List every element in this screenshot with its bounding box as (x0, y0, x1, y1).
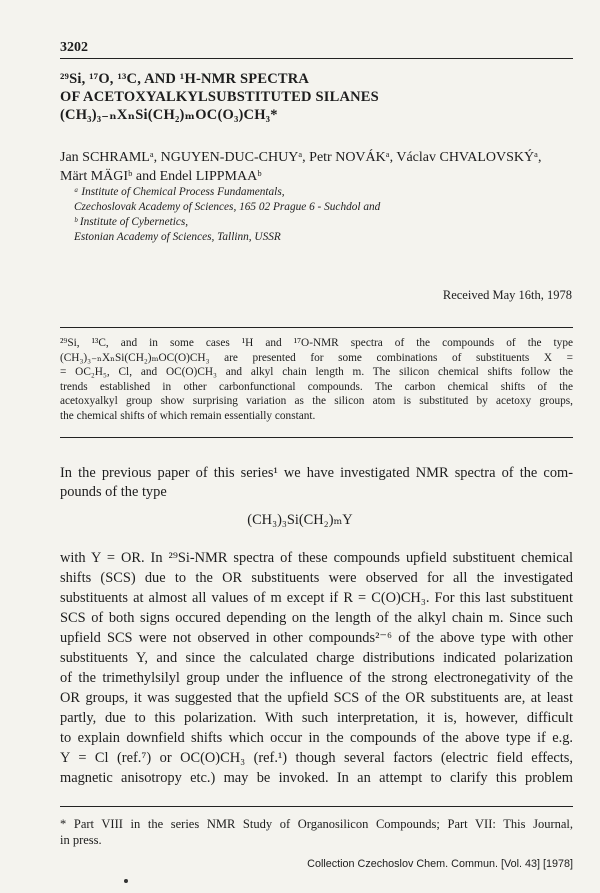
received-date: Received May 16th, 1978 (442, 288, 572, 302)
abstract (60, 336, 573, 424)
title-line: (CH₃)₃₋ₙXₙSi(CH₂)ₘOC(O₃)CH₃* (60, 107, 278, 123)
body-line: upfield SCS were not observed in other compounds²⁻⁶ of the above type with other (60, 630, 573, 646)
body-line: magnetic anisotropy etc.) may be invoked. In an attempt to clarify this problem (60, 770, 573, 786)
body-line: partly, due to this polarization. With such interpretation, it is, however, difficult (60, 710, 573, 726)
abstract-line: (CH₃)₃₋ₙXₙSi(CH₂)ₘOC(O)CH₃ are presented for some combinations of substituents X = (60, 351, 573, 364)
body-text (60, 548, 573, 788)
affiliation-line: Czechoslovak Academy of Sciences, 165 02 Prague 6 - Suchdol and (74, 201, 381, 213)
affiliations (74, 185, 494, 245)
abstract-line: acetoxyalkyl group show surprising variation as the silicon atom is substituted by acetoxy groups, (60, 395, 573, 408)
body-line: shifts (SCS) due to the OR substituents were observed for all the investigated (60, 570, 573, 586)
title-line: ²⁹Si, ¹⁷O, ¹³C, AND ¹H-NMR SPECTRA (60, 71, 310, 87)
journal-citation: Collection Czechoslov Chem. Commun. [Vol. 43] [1978] (307, 858, 573, 870)
abstract-top-rule (60, 327, 573, 328)
body-line: of the trimethylsilyl group under the influence of the strong electronegativity of the (60, 670, 573, 686)
body-line: to explain downfield shifts which occur in the compounds of the above type if e.g. (60, 730, 573, 746)
body-line: OR groups, it was suggested that the upfield SCS of the OR substituents are, at least (60, 690, 573, 706)
page-number: 3202 (60, 40, 88, 55)
body-line: pounds of the type (60, 484, 167, 500)
body-line: with Y = OR. In ²⁹Si-NMR spectra of these compounds upfield substituent chemical (60, 550, 573, 566)
footnote-rule (60, 806, 573, 807)
title-line: OF ACETOXYALKYLSUBSTITUTED SILANES (60, 89, 379, 105)
footnote (60, 816, 573, 848)
footnote-line: * Part VIII in the series NMR Study of Organosilicon Compounds; Part VII: This Journal, (60, 817, 573, 831)
author-line: Jan SCHRAMLᵃ, NGUYEN-DUC-CHUYᵃ, Petr NOVÁKᵃ, Václav CHVALOVSKÝᵃ, (60, 150, 542, 165)
abstract-line: the chemical shifts of which remain essentially constant. (60, 409, 316, 422)
scan-speck (124, 879, 128, 883)
body-intro (60, 464, 573, 502)
article-title (60, 70, 500, 124)
body-line: SCS of both signs occured depending on the length of the alkyl chain m. Since such (60, 610, 573, 626)
footnote-line: in press. (60, 833, 102, 847)
body-line: substituents at almost all values of m except if R = C(O)CH₃. For this last substituent (60, 590, 573, 606)
abstract-line: ²⁹Si, ¹³C, and in some cases ¹H and ¹⁷O-NMR spectra of the compounds of the type (60, 337, 573, 349)
affiliation-line: ᵃ Institute of Chemical Process Fundamentals, (74, 186, 285, 198)
abstract-bottom-rule (60, 437, 573, 438)
author-line: Märt MÄGIᵇ and Endel LIPPMAAᵇ (60, 169, 262, 184)
body-line: Y = Cl (ref.⁷) or OC(O)CH₃ (ref.¹) though several factors (electric field effects, (60, 750, 573, 766)
body-line: In the previous paper of this series¹ we have investigated NMR spectra of the com- (60, 465, 573, 481)
abstract-line: = OC₂H₅, Cl, and OC(O)CH₃ and alkyl chain length m. The silicon chemical shifts follow the (60, 366, 573, 379)
formula: (CH₃)₃Si(CH₂)ₘY (247, 512, 353, 528)
affiliation-line: Estonian Academy of Sciences, Tallinn, USSR (74, 231, 281, 243)
header-rule (60, 58, 573, 59)
affiliation-line: ᵇ Institute of Cybernetics, (74, 216, 189, 228)
abstract-line: trends established in other carbonfunctional compounds. The carbon chemical shifts of the (60, 380, 573, 393)
author-list (60, 148, 560, 186)
body-line: substituents Y, and since the calculated charge distributions indicated polarization (60, 650, 573, 666)
